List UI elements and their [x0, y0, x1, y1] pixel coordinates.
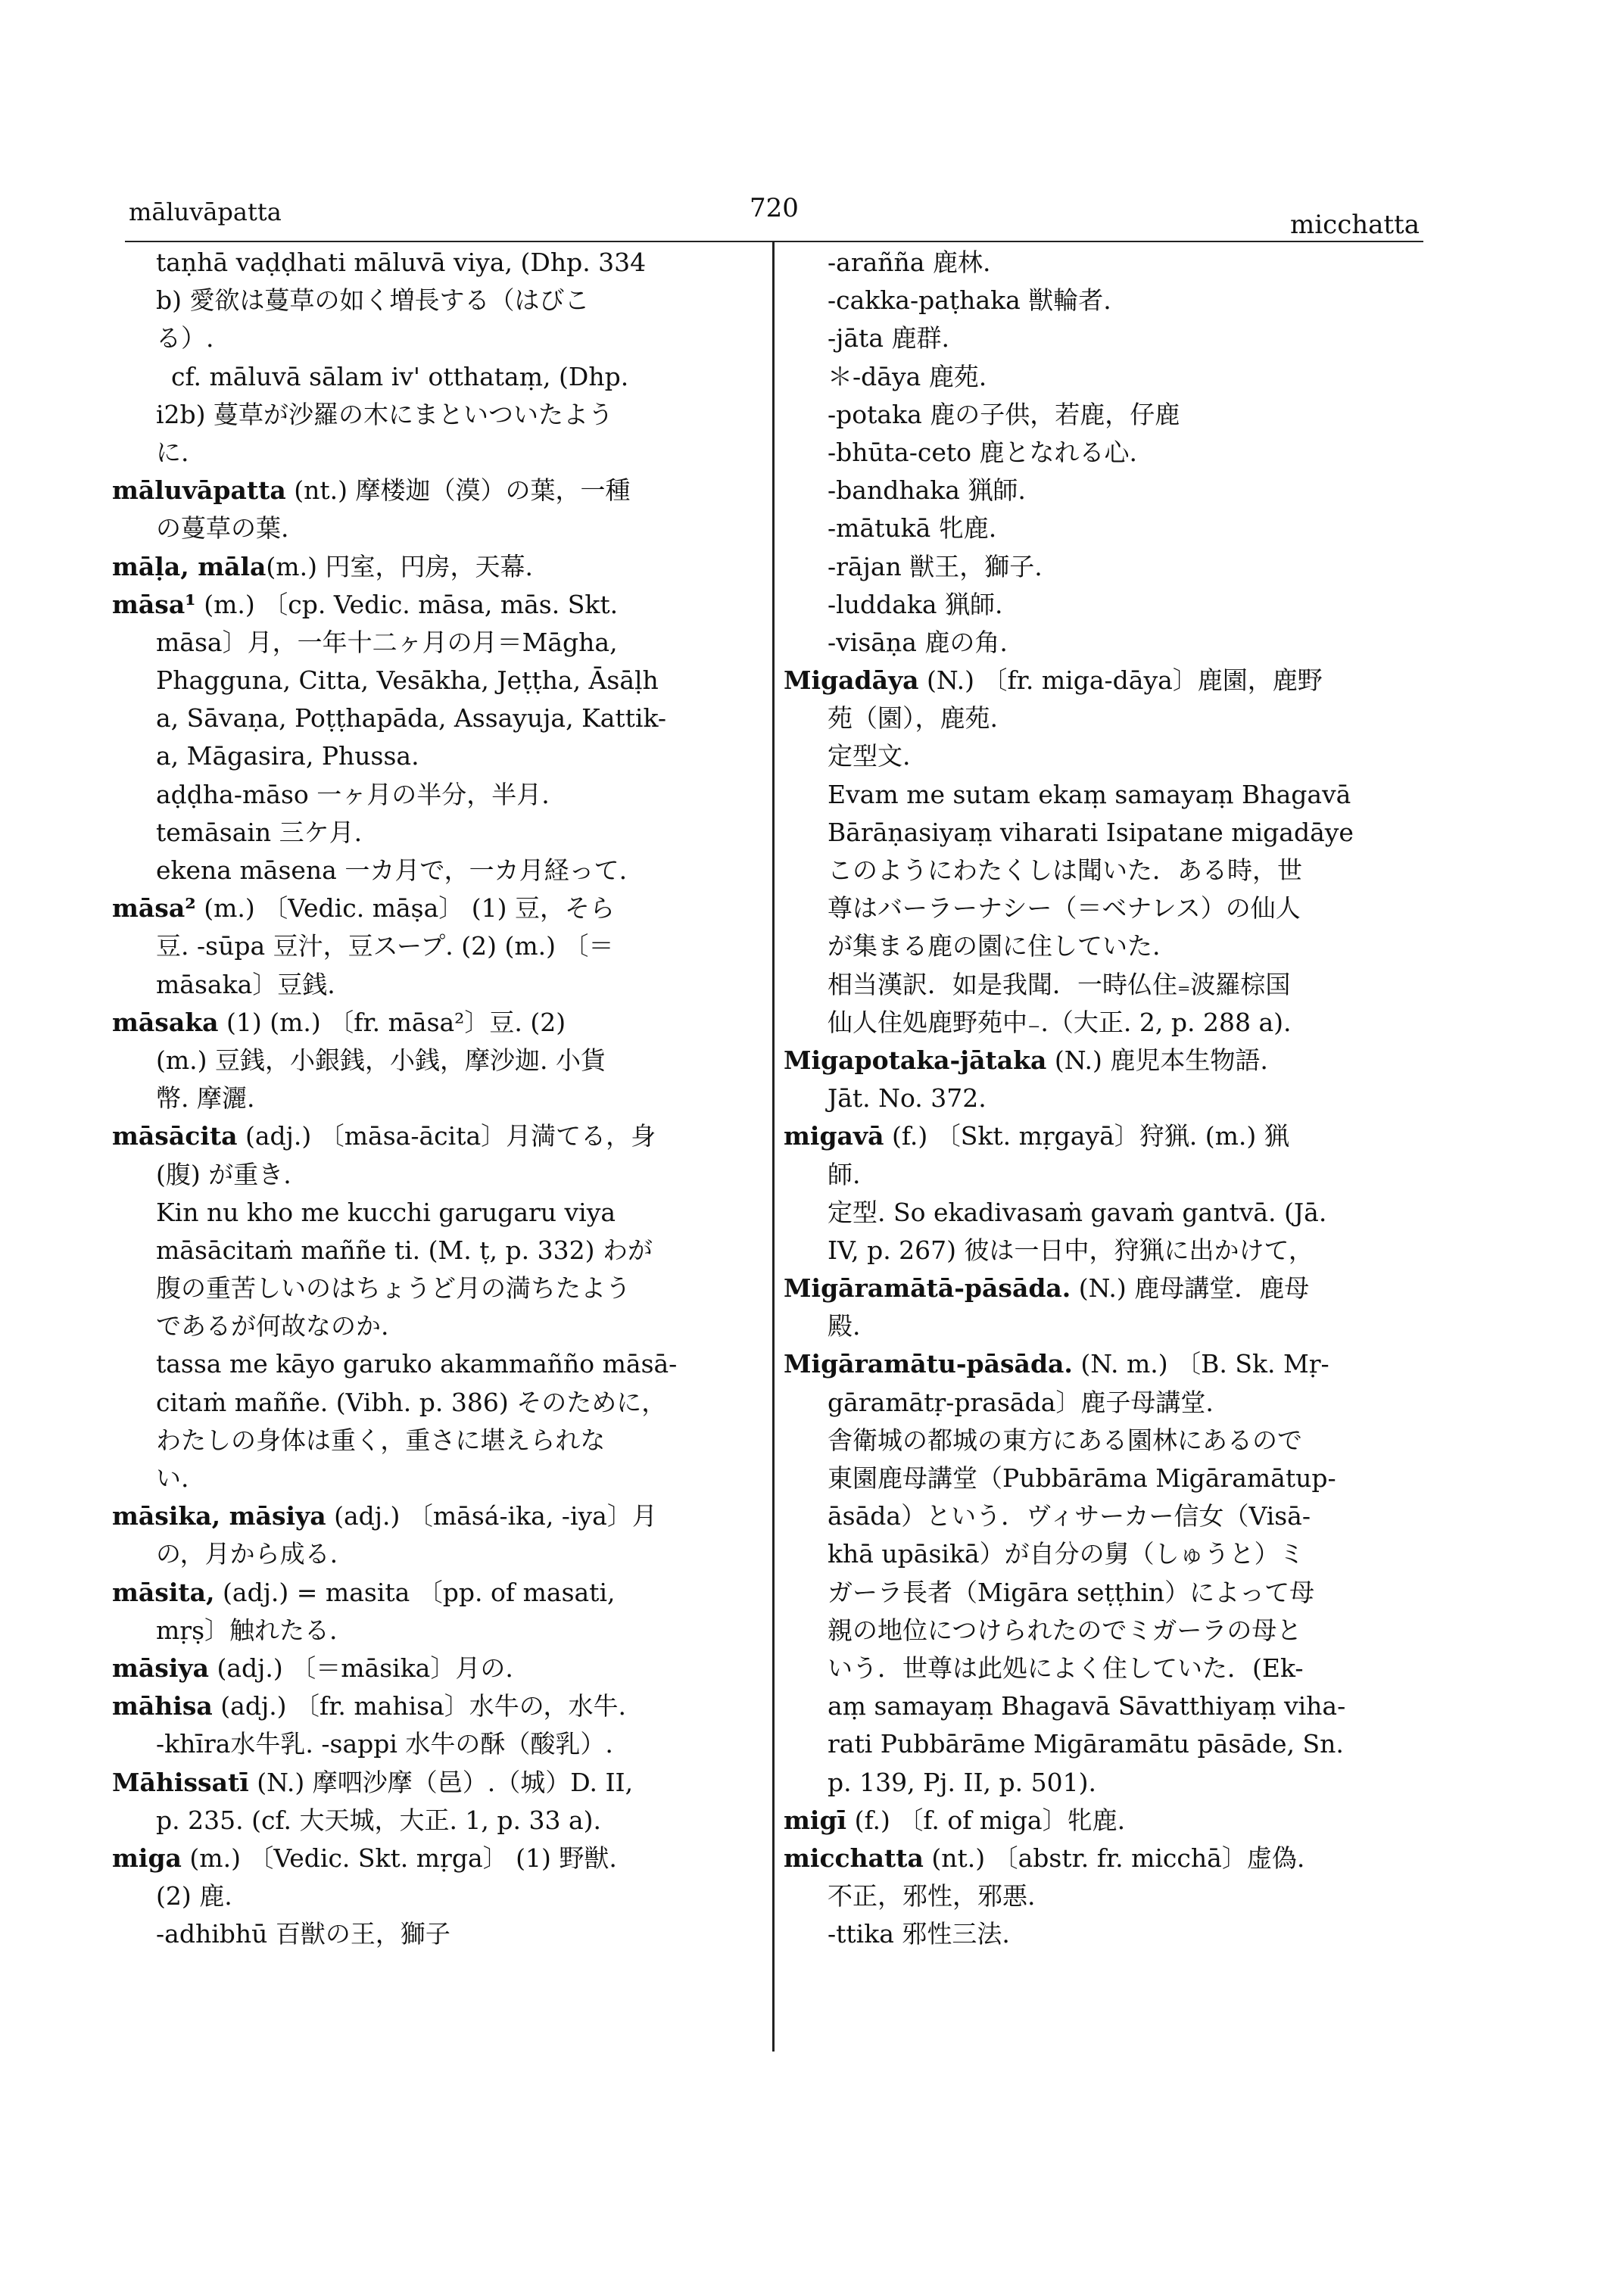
entry-text-line: ＊-dāya 鹿苑.: [828, 361, 987, 391]
page-header: [129, 193, 1420, 246]
entry-headword-line: māsācita (adj.) 〔māsa-ācita〕月満てる，身: [112, 1121, 656, 1151]
headword: micchatta: [784, 1843, 924, 1873]
entry-text-line: ガーラ長者（Migāra seṭṭhin）によって母: [828, 1577, 1315, 1607]
entry-text-line: -jāta 鹿群.: [828, 323, 949, 354]
entry-text-line: このようにわたくしは聞いた．ある時，世: [828, 855, 1302, 885]
entry-text-line: -bandhaka 猟師.: [828, 475, 1026, 506]
entry-text-line: 定型文.: [828, 741, 911, 771]
entry-text-line: の蔓草の葉.: [156, 513, 289, 544]
headword: Migāramātā-pāsāda.: [784, 1273, 1071, 1304]
entry-headword-line: māsaka (1) (m.) 〔fr. māsa²〕豆. (2): [112, 1007, 566, 1037]
entry-text-line: a, Māgasira, Phussa.: [156, 741, 419, 771]
entry-text-line: Evam me sutam ekaṃ samayaṃ Bhagavā: [828, 779, 1351, 809]
headword: māsa¹: [112, 589, 196, 619]
entry-text-line: Phagguna, Citta, Vesākha, Jeṭṭha, Āsāḷh: [156, 665, 659, 696]
entry-headword-line: māsa² (m.) 〔Vedic. māṣa〕 (1) 豆，そら: [112, 893, 616, 924]
entry-text-line: a, Sāvaṇa, Poṭṭhapāda, Assayuja, Kattik-: [156, 703, 667, 734]
headword: māhisa: [112, 1691, 213, 1721]
entry-text-line: いう．世尊は此処によく住していた．(Ek-: [828, 1653, 1304, 1683]
entry-headword-line: māsiya (adj.) 〔＝māsika〕月の.: [112, 1653, 513, 1683]
entry-headword-line: māhisa (adj.) 〔fr. mahisa〕水牛の，水牛.: [112, 1691, 626, 1721]
entry-text-line: citaṁ maññe. (Vibh. p. 386) そのために，: [156, 1387, 667, 1417]
entry-text-line: Bārāṇasiyaṃ viharati Isipatane migadāye: [828, 817, 1354, 847]
headword: Migapotaka-jātaka: [784, 1045, 1047, 1075]
right-column: [784, 244, 1427, 1953]
headword: māsa²: [112, 893, 196, 924]
entry-text-line: IV, p. 267) 彼は一日中，狩猟に出かけて，: [828, 1235, 1314, 1265]
entry-text-line: -cakka-paṭhaka 獣輪者.: [828, 285, 1111, 316]
entry-text-line: 師.: [828, 1159, 861, 1189]
entry-text-line: 東園鹿母講堂（Pubbārāma Migāramātup-: [828, 1463, 1336, 1493]
entry-headword-line: migī (f.) 〔f. of miga〕牝鹿.: [784, 1805, 1126, 1835]
entry-text-line: 殿.: [828, 1311, 861, 1341]
headword: māsiya: [112, 1653, 209, 1683]
entry-text-line: 尊はバーラーナシー（＝ベナレス）の仙人: [828, 893, 1301, 924]
entry-text-line: temāsain 三ケ月.: [156, 817, 363, 847]
entry-text-line: tassa me kāyo garuko akammañño māsā-: [156, 1349, 678, 1379]
headword: migī: [784, 1805, 847, 1835]
entry-text-line: taṇhā vaḍḍhati māluvā viya, (Dhp. 334: [156, 248, 647, 277]
entry-text-line: -bhūta-ceto 鹿となれる心.: [828, 437, 1137, 467]
entry-text-line: māsaka〕豆銭.: [156, 969, 335, 999]
entry-headword-line: māluvāpatta (nt.) 摩楼迦（漠）の葉，一種: [112, 475, 631, 506]
right-guide-word: micchatta: [1290, 210, 1420, 240]
entry-text-line: Kin nu kho me kucchi garugaru viya: [156, 1197, 616, 1227]
entry-text-line: māsācitaṁ maññe ti. (M. ṭ, p. 332) わが: [156, 1235, 653, 1265]
entry-text-line: 不正，邪性，邪悪.: [828, 1881, 1036, 1911]
entry-text-line: māsa〕月，一年十二ヶ月の月＝Māgha,: [156, 627, 618, 657]
entry-headword-line: migavā (f.) 〔Skt. mṛgayā〕狩猟. (m.) 猟: [784, 1121, 1289, 1151]
entry-text-line: -luddaka 猟師.: [828, 589, 1003, 619]
entry-text-line: 定型. So ekadivasaṁ gavaṁ gantvā. (Jā.: [828, 1197, 1327, 1227]
entry-text-line: -rājan 獣王，獅子.: [828, 551, 1043, 581]
entry-headword-line: micchatta (nt.) 〔abstr. fr. micchā〕虚偽.: [784, 1843, 1305, 1873]
entry-text-line: (2) 鹿.: [156, 1881, 232, 1911]
entry-text-line: rati Pubbārāme Migāramātu pāsāde, Sn.: [828, 1729, 1344, 1759]
entry-text-line: 舎衛城の都城の東方にある園林にあるので: [828, 1425, 1302, 1455]
entry-text-line: -arañña 鹿林.: [828, 248, 991, 277]
headword: Migāramātu-pāsāda.: [784, 1349, 1073, 1379]
left-column: [112, 244, 757, 1953]
headword: māsācita: [112, 1121, 238, 1151]
headword: Māhissatī: [112, 1767, 249, 1797]
entry-text-line: cf. māluvā sālam iv' otthataṃ, (Dhp.: [171, 361, 629, 391]
entry-headword-line: miga (m.) 〔Vedic. Skt. mṛga〕 (1) 野獣.: [112, 1843, 617, 1873]
entry-text-line: 幣. 摩灑.: [156, 1083, 255, 1114]
entry-text-line: (m.) 豆銭，小銀銭，小銭，摩沙迦. 小貨: [156, 1045, 606, 1075]
entry-headword-line: Migadāya (N.) 〔fr. miga-dāya〕鹿園，鹿野: [784, 665, 1323, 696]
entry-text-line: -potaka 鹿の子供，若鹿，仔鹿: [828, 399, 1180, 429]
entry-text-line: 相当漢訳．如是我聞．一時仏住₌波羅棕国: [828, 969, 1291, 999]
entry-text-line: mṛṣ〕触れたる.: [156, 1615, 338, 1645]
entry-text-line: 腹の重苦しいのはちょうど月の満ちたよう: [156, 1273, 631, 1304]
entry-text-line: -visāṇa 鹿の角.: [828, 627, 1008, 657]
entry-text-line: の，月から成る.: [156, 1539, 338, 1569]
entry-headword-line: Migāramātu-pāsāda. (N. m.) 〔B. Sk. Mṛ-: [784, 1349, 1329, 1379]
entry-text-line: わたしの身体は重く，重さに堪えられな: [156, 1425, 606, 1455]
entry-text-line: b) 愛欲は蔓草の如く増長する（はびこ: [156, 285, 590, 316]
entry-text-line: āsāda）という．ヴィサーカー信女（Visā-: [828, 1501, 1311, 1531]
column-divider: [772, 242, 775, 2052]
entry-text-line: khā upāsikā）が自分の舅（しゅうと）ミ: [828, 1539, 1304, 1569]
headword: miga: [112, 1843, 182, 1873]
headword: māsita,: [112, 1577, 215, 1607]
entry-text-line: p. 139, Pj. II, p. 501).: [828, 1767, 1096, 1797]
entry-text-line: に.: [156, 437, 189, 467]
entry-text-line: 仙人住処鹿野苑中₋.（大正. 2, p. 288 a).: [828, 1007, 1292, 1037]
entry-text-line: い.: [156, 1463, 189, 1493]
entry-text-line: 苑（園），鹿苑.: [828, 703, 998, 734]
left-guide-word: māluvāpatta: [129, 198, 282, 226]
headword: māluvāpatta: [112, 475, 286, 506]
headword: māḷa, māla: [112, 551, 267, 581]
page-number: 720: [750, 193, 799, 223]
entry-text-line: aḍḍha-māso 一ヶ月の半分，半月.: [156, 779, 550, 809]
entry-headword-line: Migapotaka-jātaka (N.) 鹿児本生物語.: [784, 1045, 1268, 1075]
entry-headword-line: Māhissatī (N.) 摩呬沙摩（邑）.（城）D. II,: [112, 1767, 634, 1797]
entry-text-line: が集まる鹿の園に住していた.: [828, 931, 1161, 961]
headword: Migadāya: [784, 665, 919, 696]
headword: migavā: [784, 1121, 884, 1151]
entry-headword-line: Migāramātā-pāsāda. (N.) 鹿母講堂．鹿母: [784, 1273, 1310, 1304]
entry-text-line: -mātukā 牝鹿.: [828, 513, 997, 544]
entry-text-line: -khīra水牛乳. -sappi 水牛の酥（酸乳）.: [156, 1729, 613, 1759]
entry-headword-line: māsa¹ (m.) 〔cp. Vedic. māsa, mās. Skt.: [112, 589, 619, 619]
entry-text-line: -ttika 邪性三法.: [828, 1919, 1010, 1949]
entry-headword-line: māsita, (adj.) = masita 〔pp. of masati,: [112, 1577, 616, 1607]
entry-text-line: aṃ samayaṃ Bhagavā Sāvatthiyaṃ viha-: [828, 1691, 1346, 1721]
entry-headword-line: māsika, māsiya (adj.) 〔māsá-ika, -iya〕月: [112, 1501, 657, 1531]
entry-text-line: ekena māsena 一カ月で，一カ月経って.: [156, 855, 628, 885]
entry-text-line: i2b) 蔓草が沙羅の木にまといついたよう: [156, 399, 614, 429]
entry-headword-line: māḷa, māla(m.) 円室，円房，天幕.: [112, 551, 533, 581]
entry-text-line: 豆. -sūpa 豆汁，豆スープ. (2) (m.) 〔＝: [156, 931, 614, 961]
entry-text-line: p. 235. (cf. 大天城，大正. 1, p. 33 a).: [156, 1805, 602, 1835]
entry-text-line: Jāt. No. 372.: [828, 1083, 987, 1114]
entry-text-line: (腹) が重き.: [156, 1159, 291, 1189]
entry-text-line: る）.: [156, 323, 214, 354]
headword: māsaka: [112, 1007, 219, 1037]
entry-text-line: 親の地位につけられたのでミガーラの母と: [828, 1615, 1302, 1645]
entry-text-line: -adhibhū 百獣の王，獅子: [156, 1919, 450, 1949]
headword: māsika, māsiya: [112, 1501, 326, 1531]
entry-text-line: gāramātṛ-prasāda〕鹿子母講堂.: [828, 1387, 1214, 1417]
entry-text-line: であるが何故なのか.: [156, 1311, 389, 1341]
